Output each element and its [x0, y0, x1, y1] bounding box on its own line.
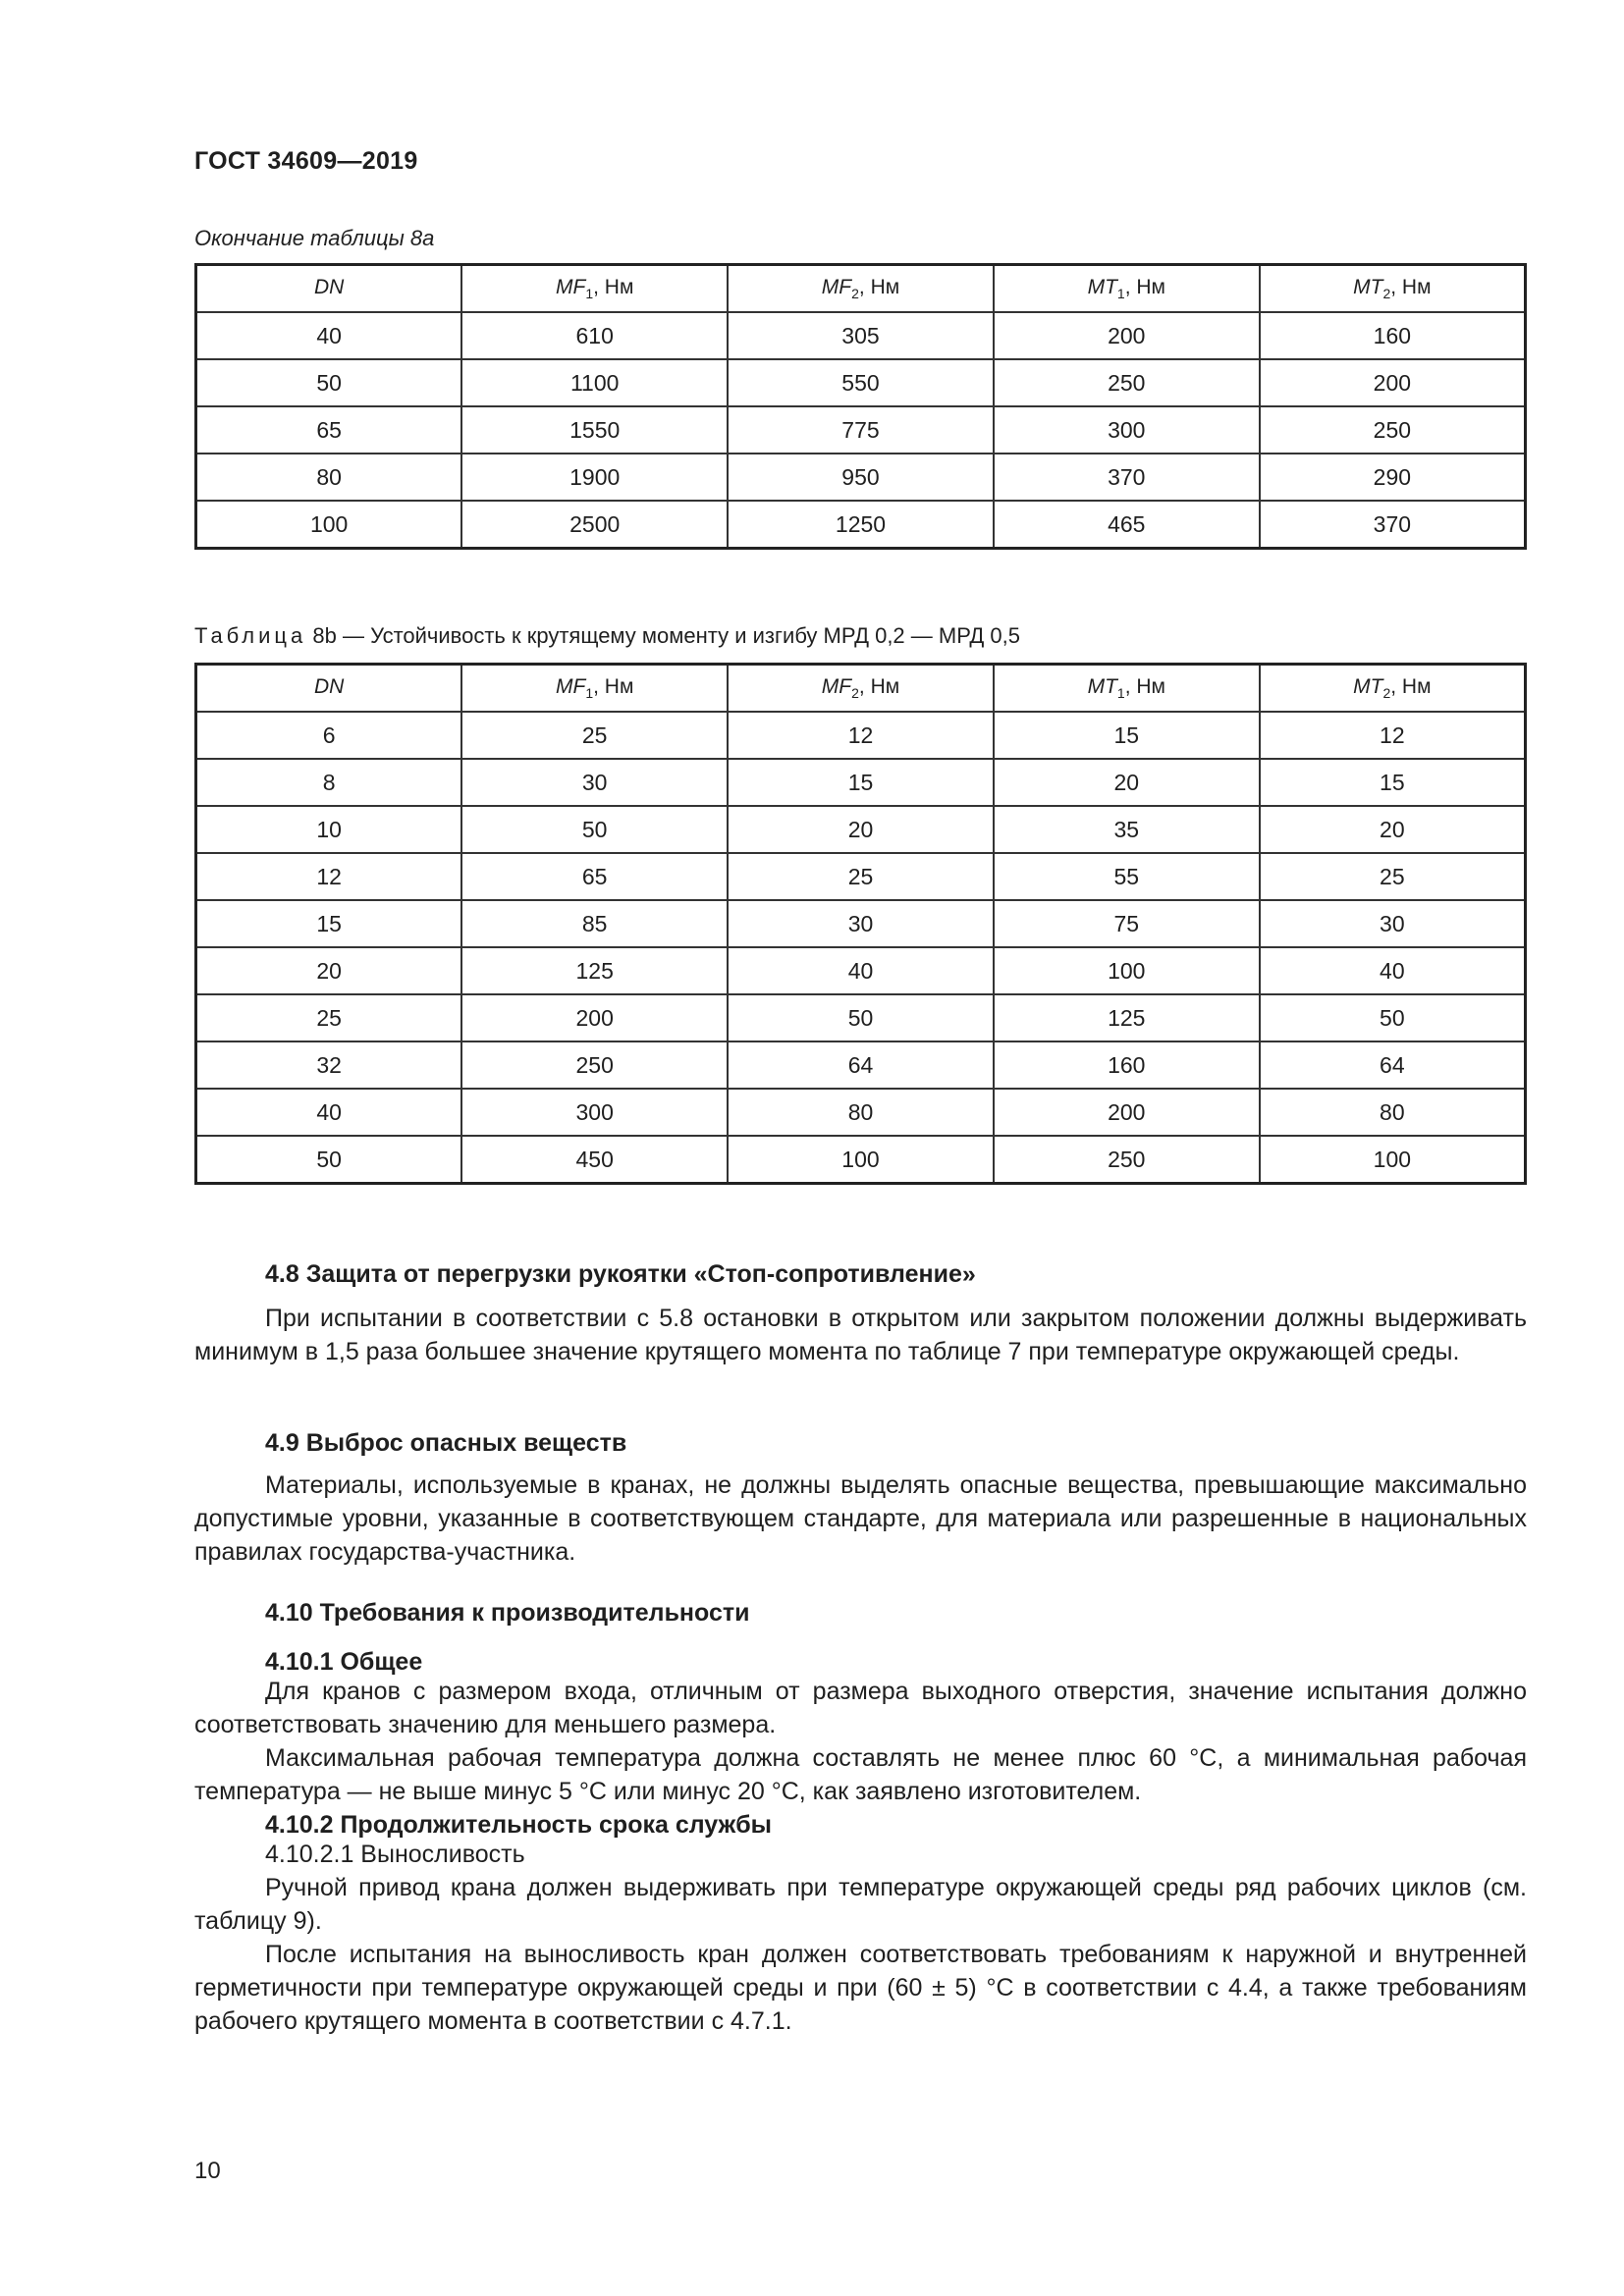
table-cell: 160: [994, 1041, 1260, 1089]
table-cell: 50: [196, 1136, 462, 1184]
table-cell: 40: [196, 312, 462, 359]
table-row: [196, 359, 1526, 406]
table-cell: 50: [728, 994, 994, 1041]
table-cell: 30: [461, 759, 728, 806]
table-cell: 15: [196, 900, 462, 947]
table-row: [196, 994, 1526, 1041]
table-row: [196, 1041, 1526, 1089]
table-cell: 12: [1260, 712, 1526, 759]
table-cell: 40: [196, 1089, 462, 1136]
table-cell: 25: [461, 712, 728, 759]
table-cell: 20: [994, 759, 1260, 806]
table-cell: 100: [728, 1136, 994, 1184]
table-cell: 6: [196, 712, 462, 759]
table-cell: 20: [728, 806, 994, 853]
table-cell: 12: [728, 712, 994, 759]
table-header-row: [196, 665, 1526, 713]
table-cell: 610: [461, 312, 728, 359]
table-cell: 25: [1260, 853, 1526, 900]
table-cell: 8: [196, 759, 462, 806]
section-4-8-heading: 4.8 Защита от перегрузки рукоятки «Стоп-сопротивление»: [265, 1260, 976, 1288]
table-cell: 85: [461, 900, 728, 947]
table-cell: 1550: [461, 406, 728, 454]
table-cell: 30: [1260, 900, 1526, 947]
section-4-9-heading: 4.9 Выброс опасных веществ: [265, 1429, 627, 1457]
table-cell: 250: [994, 359, 1260, 406]
table-cell: 40: [728, 947, 994, 994]
table-cell: 290: [1260, 454, 1526, 501]
section-4-10-2-paragraph-1: Ручной привод крана должен выдерживать при температуре окружающей среды ряд рабочих циклов (см. таблицу 9).: [194, 1874, 1527, 1935]
table-cell: 305: [728, 312, 994, 359]
table-cell: 100: [1260, 1136, 1526, 1184]
table-cell: 15: [994, 712, 1260, 759]
table-cell: 10: [196, 806, 462, 853]
table-cell: 300: [994, 406, 1260, 454]
column-header: $MT_2$, Нм: [1260, 665, 1526, 713]
table-cell: 50: [1260, 994, 1526, 1041]
section-4-10-2-1-heading: 4.10.2.1 Выносливость: [265, 1841, 525, 1868]
table-cell: 40: [1260, 947, 1526, 994]
table-cell: 300: [461, 1089, 728, 1136]
table-row: [196, 406, 1526, 454]
table-8b-caption: Таблица 8b — Устойчивость к крутящему моменту и изгибу МРД 0,2 — МРД 0,5: [194, 623, 1021, 648]
table-cell: 950: [728, 454, 994, 501]
table-cell: 64: [728, 1041, 994, 1089]
table-cell: 65: [461, 853, 728, 900]
table-8b: [194, 663, 1527, 1185]
column-header: $MF_2$, Нм: [728, 665, 994, 713]
table-cell: 30: [728, 900, 994, 947]
section-4-10-2-paragraph-2: После испытания на выносливость кран должен соответствовать требованиям к наружной и внутренней герметичности при температуре окружающей среды и при (60 ± 5) °С в соответствии с 4.4, а также требованиям рабочего крутящего момента в соответствии с 4.7.1.: [194, 1941, 1527, 2035]
table-cell: 1250: [728, 501, 994, 549]
table-row: [196, 947, 1526, 994]
table-row: [196, 806, 1526, 853]
table-cell: 80: [196, 454, 462, 501]
table-cell: 15: [728, 759, 994, 806]
table-8a-caption: Окончание таблицы 8а: [194, 226, 435, 250]
table-row: [196, 712, 1526, 759]
table-cell: 125: [994, 994, 1260, 1041]
table-cell: 465: [994, 501, 1260, 549]
table-row: [196, 1136, 1526, 1184]
table-cell: 80: [1260, 1089, 1526, 1136]
column-header: $MF_2$, Нм: [728, 265, 994, 313]
table-cell: 160: [1260, 312, 1526, 359]
table-cell: 450: [461, 1136, 728, 1184]
column-header: $MT_2$, Нм: [1260, 265, 1526, 313]
section-4-10-1-paragraph-1: Для кранов с размером входа, отличным от размера выходного отверстия, значение испытания должно соответствовать значению для меньшего размера.: [194, 1678, 1527, 1738]
table-cell: 200: [1260, 359, 1526, 406]
table-cell: 50: [461, 806, 728, 853]
table-cell: 12: [196, 853, 462, 900]
column-header: $MF_1$, Нм: [461, 665, 728, 713]
table-cell: 370: [1260, 501, 1526, 549]
table-cell: 50: [196, 359, 462, 406]
table-cell: 100: [196, 501, 462, 549]
table-cell: 200: [461, 994, 728, 1041]
table-cell: 250: [1260, 406, 1526, 454]
table-cell: 250: [994, 1136, 1260, 1184]
table-cell: 125: [461, 947, 728, 994]
table-row: [196, 759, 1526, 806]
section-4-8-paragraph: При испытании в соответствии с 5.8 остановки в открытом или закрытом положении должны выдерживать минимум в 1,5 раза большее значение крутящего момента по таблице 7 при температуре окружающей среды.: [194, 1305, 1527, 1365]
table-cell: 775: [728, 406, 994, 454]
table-cell: 550: [728, 359, 994, 406]
section-4-9-paragraph: Материалы, используемые в кранах, не должны выделять опасные вещества, превышающие максимально допустимые уровни, указанные в соответствующем стандарте, для материала или разрешенные в национальных правилах государства-участника.: [194, 1471, 1527, 1566]
table-cell: 32: [196, 1041, 462, 1089]
table-row: [196, 454, 1526, 501]
table-cell: 20: [1260, 806, 1526, 853]
table-row: [196, 853, 1526, 900]
table-cell: 55: [994, 853, 1260, 900]
table-row: [196, 312, 1526, 359]
section-4-10-1-heading: 4.10.1 Общее: [265, 1648, 423, 1676]
table-cell: 1100: [461, 359, 728, 406]
table-cell: 25: [728, 853, 994, 900]
table-cell: 75: [994, 900, 1260, 947]
table-row: [196, 900, 1526, 947]
table-cell: 250: [461, 1041, 728, 1089]
page-number: 10: [194, 2158, 221, 2184]
table-cell: 1900: [461, 454, 728, 501]
table-cell: 20: [196, 947, 462, 994]
table-cell: 200: [994, 312, 1260, 359]
column-header: $MT_1$, Нм: [994, 265, 1260, 313]
table-cell: 370: [994, 454, 1260, 501]
column-header: DN: [196, 265, 462, 313]
section-4-10-2-heading: 4.10.2 Продолжительность срока службы: [265, 1811, 773, 1839]
section-4-10-heading: 4.10 Требования к производительности: [265, 1599, 750, 1627]
table-row: [196, 501, 1526, 549]
table-cell: 65: [196, 406, 462, 454]
table-cell: 35: [994, 806, 1260, 853]
document-id: ГОСТ 34609—2019: [194, 147, 418, 175]
table-8a: [194, 263, 1527, 550]
table-cell: 15: [1260, 759, 1526, 806]
table-cell: 200: [994, 1089, 1260, 1136]
table-cell: 100: [994, 947, 1260, 994]
table-cell: 25: [196, 994, 462, 1041]
section-4-10-1-paragraph-2: Максимальная рабочая температура должна составлять не менее плюс 60 °С, а минимальная рабочая температура — не выше минус 5 °С или минус 20 °С, как заявлено изготовителем.: [194, 1744, 1527, 1805]
table-cell: 2500: [461, 501, 728, 549]
table-cell: 80: [728, 1089, 994, 1136]
column-header: $MF_1$, Нм: [461, 265, 728, 313]
column-header: $MT_1$, Нм: [994, 665, 1260, 713]
table-header-row: [196, 265, 1526, 313]
table-row: [196, 1089, 1526, 1136]
column-header: DN: [196, 665, 462, 713]
table-cell: 64: [1260, 1041, 1526, 1089]
